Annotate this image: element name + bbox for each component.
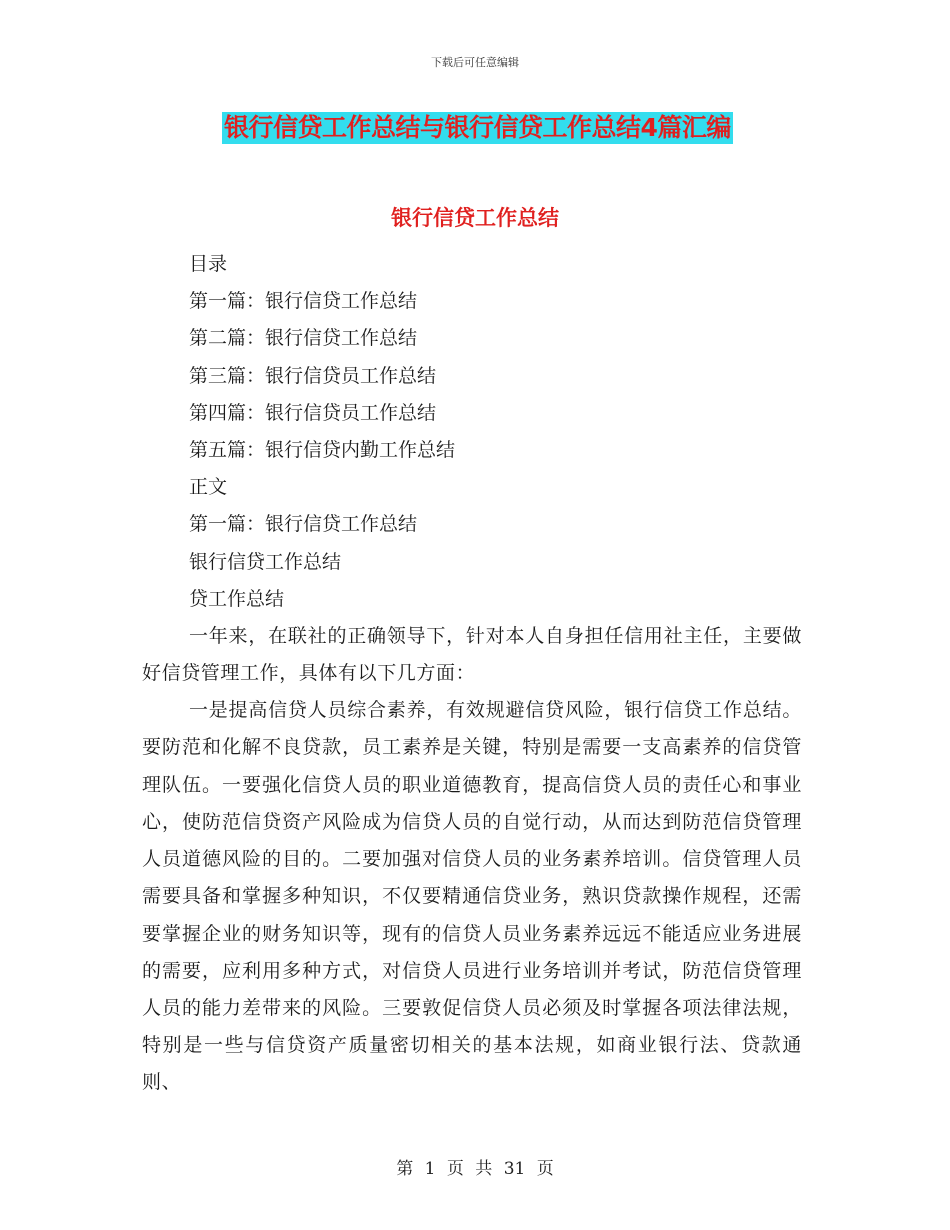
document-main-title: 银行信贷工作总结与银行信贷工作总结4篇汇编 <box>224 113 731 142</box>
doc-subtitle: 贷工作总结 <box>189 587 285 610</box>
toc-item: 第一篇：银行信贷工作总结 <box>189 290 418 313</box>
body-paragraph: 一是提高信贷人员综合素养，有效规避信贷风险，银行信贷工作总结。要防范和化解不良贷款，员工素养是关键，特别是需要一支高素养的信贷管理队伍。一要强化信贷人员的职业道德教育，提高信贷人员的责任心和事业心，使防范信贷资产风险成为信贷人员的自觉行动，从而达到防范信贷管理人员道德风险的目的。二要加强对信贷人员的业务素养培训。信贷管理人员需要具备和掌握多种知识，不仅要精通信贷业务，熟识贷款操作规程，还需要掌握企业的财务知识等，现有的信贷人员业务素养远远不能适应业务进展的需要，应利用多种方式，对信贷人员进行业务培训并考试，防范信贷管理人员的能力差带来的风险。三要敦促信贷人员必须及时掌握各项法律法规，特别是一些与信贷资产质量密切相关的基本法规，如商业银行法、贷款通则、 <box>142 699 802 1094</box>
toc-item: 第二篇：银行信贷工作总结 <box>189 327 418 350</box>
toc-item: 第五篇：银行信贷内勤工作总结 <box>189 438 456 461</box>
doc-title: 银行信贷工作总结 <box>189 550 342 573</box>
document-body <box>142 246 802 1102</box>
page-header-note: 下载后可任意编辑 <box>431 56 519 69</box>
part-title: 第一篇：银行信贷工作总结 <box>189 513 418 536</box>
document-sub-title: 银行信贷工作总结 <box>391 206 559 230</box>
toc-heading: 目录 <box>189 253 228 275</box>
body-heading: 正文 <box>189 476 228 499</box>
toc-item: 第三篇：银行信贷员工作总结 <box>189 364 437 387</box>
page-number-footer: 第 1 页 共 31 页 <box>396 1159 554 1179</box>
body-paragraph: 一年来，在联社的正确领导下，针对本人自身担任信用社主任，主要做好信贷管理工作，具体有以下几方面： <box>142 624 802 685</box>
toc-item: 第四篇：银行信贷员工作总结 <box>189 401 437 424</box>
